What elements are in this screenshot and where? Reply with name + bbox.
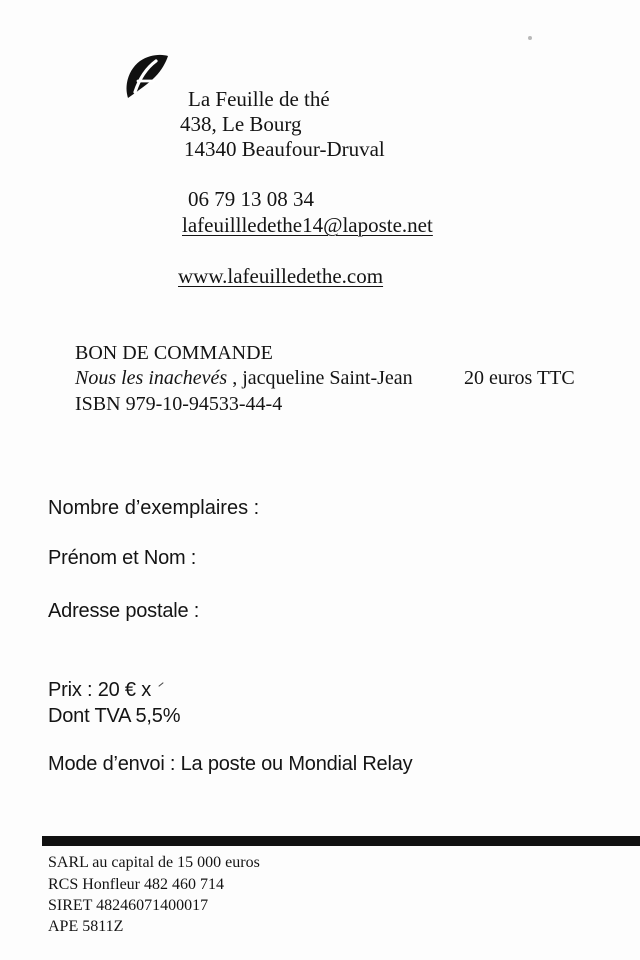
book-price: 20 euros TTC: [464, 367, 575, 389]
company-phone: 06 79 13 08 34: [188, 187, 314, 211]
price-label: Prix : 20 € x: [48, 679, 151, 701]
footer-capital: SARL au capital de 15 000 euros: [48, 854, 260, 871]
pen-mark: [158, 682, 163, 687]
footer-divider: [42, 836, 640, 846]
company-email-link[interactable]: lafeuillledethe14@laposte.net: [182, 213, 433, 237]
quantity-field-label: Nombre d’exemplaires :: [48, 497, 260, 519]
leaf-f-logo-icon: [122, 52, 170, 102]
scan-speck: [528, 36, 532, 40]
footer-siret: SIRET 48246071400017: [48, 897, 209, 914]
shipping-label: Mode d’envoi : La poste ou Mondial Relay: [48, 753, 413, 775]
company-name: La Feuille de thé: [188, 87, 330, 111]
order-heading: BON DE COMMANDE: [75, 342, 273, 364]
vat-label: Dont TVA 5,5%: [48, 705, 181, 727]
book-title: Nous les inachevés: [75, 367, 228, 389]
name-field-label: Prénom et Nom :: [48, 547, 197, 569]
company-website-link[interactable]: www.lafeuilledethe.com: [178, 264, 384, 288]
footer-ape: APE 5811Z: [48, 918, 124, 935]
book-line: [75, 366, 413, 390]
company-address-line1: 438, Le Bourg: [180, 112, 302, 136]
address-field-label: Adresse postale :: [48, 600, 200, 622]
company-address-line2: 14340 Beaufour-Druval: [184, 137, 385, 161]
footer-rcs: RCS Honfleur 482 460 714: [48, 876, 224, 893]
book-isbn: ISBN 979-10-94533-44-4: [75, 393, 283, 415]
book-author: , jacqueline Saint-Jean: [227, 367, 413, 389]
